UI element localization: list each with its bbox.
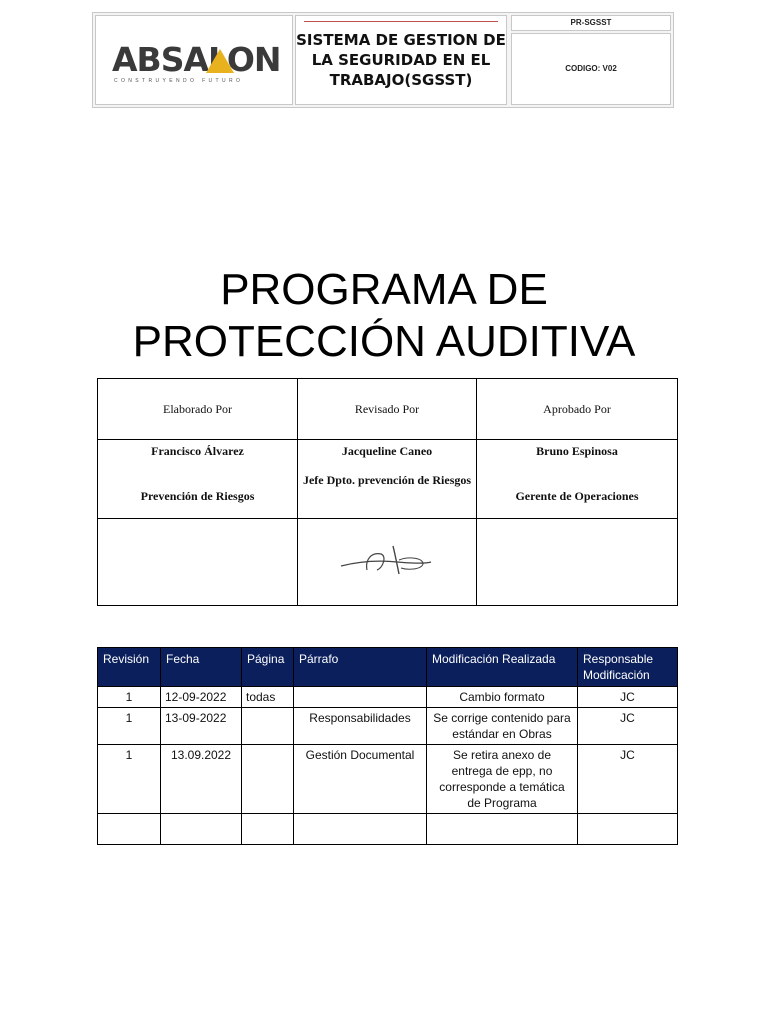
elaborated-name: Francisco Álvarez [151,444,244,458]
reviewed-name: Jacqueline Caneo [341,444,433,458]
revision-page: todas [242,687,294,708]
revision-number: 1 [98,687,161,708]
elaborated-cell [98,440,298,519]
elaborated-role: Prevención de Riesgos [140,489,255,503]
system-title: SISTEMA DE GESTION DE LA SEGURIDAD EN EL TRABAJO(SGSST) [296,31,506,89]
document-title-line-1: PROGRAMA DE [220,265,548,314]
doc-code: PR-SGSST [570,18,612,27]
revision-responsible: JC [578,687,678,708]
logo-triangle-icon [206,49,234,73]
approved-name: Bruno Espinosa [536,444,618,458]
empty-cell [294,814,427,845]
revision-number: 1 [98,708,161,745]
revision-date: 12-09-2022 [161,687,242,708]
revision-date: 13-09-2022 [161,708,242,745]
revision-modification: Se retira anexo de entrega de epp, no corresponde a temática de Programa [427,745,578,814]
document-title [0,264,768,368]
approval-header-cell: Revisado Por [298,379,477,440]
approval-table [97,378,678,606]
empty-cell [578,814,678,845]
revision-responsible: JC [578,745,678,814]
document-header [92,12,674,108]
revision-header-cell: Responsable Modificación [578,648,678,687]
revision-header-cell: Página [242,648,294,687]
revision-page [242,708,294,745]
revision-modification: Se corrige contenido para estándar en Obras [427,708,578,745]
company-logo: ABSALON [112,40,281,79]
revision-page [242,745,294,814]
revision-header-cell: Párrafo [294,648,427,687]
table-row [98,708,678,745]
revision-number: 1 [98,745,161,814]
approved-signature-cell [477,519,678,606]
revision-date: 13.09.2022 [161,745,242,814]
document-title-line-2: PROTECCIÓN AUDITIVA [132,317,636,366]
elaborated-signature-cell [98,519,298,606]
approval-header-row [98,379,678,440]
title-divider [304,21,498,22]
system-title-cell [295,15,507,105]
empty-cell [427,814,578,845]
empty-cell [161,814,242,845]
revision-header-row [98,648,678,687]
approval-names-row [98,440,678,519]
empty-cell [98,814,161,845]
revision-responsible: JC [578,708,678,745]
table-row [98,745,678,814]
revision-header-cell: Modificación Realizada [427,648,578,687]
revision-paragraph: Gestión Documental [294,745,427,814]
revision-header-cell: Fecha [161,648,242,687]
approved-cell [477,440,678,519]
approval-header-cell: Elaborado Por [98,379,298,440]
revision-table [97,647,678,845]
version-code: CODIGO: V02 [565,64,617,73]
approved-role: Gerente de Operaciones [515,489,639,503]
reviewed-signature-cell [298,519,477,606]
reviewed-cell [298,440,477,519]
doc-code-cell [511,15,671,31]
revision-paragraph: Responsabilidades [294,708,427,745]
revision-paragraph [294,687,427,708]
revision-modification: Cambio formato [427,687,578,708]
version-code-cell [511,33,671,105]
empty-table-row [98,814,678,845]
logo-cell [95,15,293,105]
revision-header-cell: Revisión [98,648,161,687]
approval-signature-row [98,519,678,606]
table-row [98,687,678,708]
signature-image [337,540,437,580]
reviewed-role: Jefe Dpto. prevención de Riesgos [302,473,472,487]
empty-cell [242,814,294,845]
approval-header-cell: Aprobado Por [477,379,678,440]
logo-tagline: CONSTRUYENDO FUTURO [114,78,244,84]
